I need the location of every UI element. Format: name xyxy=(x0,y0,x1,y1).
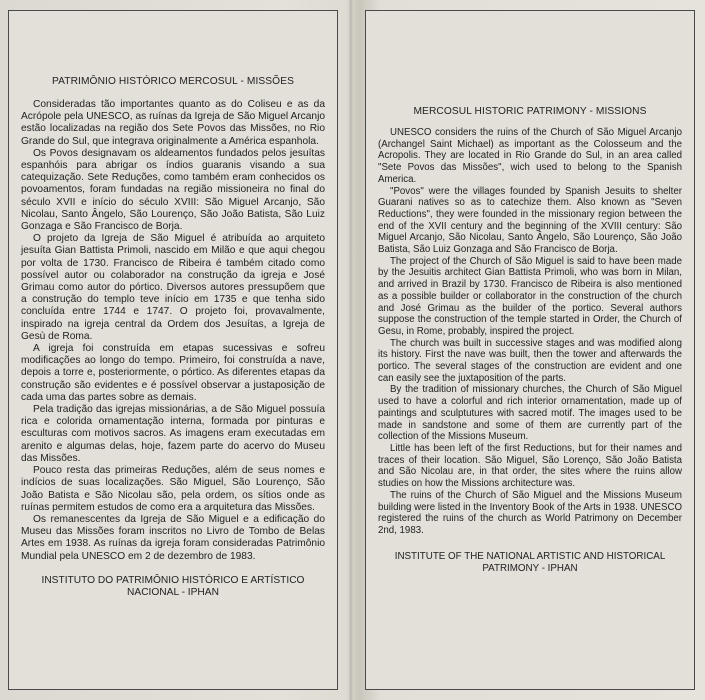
english-paragraph: The church was built in successive stages and was modified along its history. First the nave was built, then the tower and afterwards the portico. The several stages of the construction are evident and one can easily see the juxtaposition of the parts. xyxy=(378,337,682,384)
portuguese-paragraph: Os remanescentes da Igreja de São Miguel e a edificação do Museu das Missões foram inscritos no Livro de Tombo de Belas Artes em 1938. As ruínas da igreja foram consideradas Patrimônio Mundial pela UNESCO em 2 de dezembro de 1983. xyxy=(21,513,325,562)
portuguese-panel xyxy=(8,10,338,690)
english-paragraph: By the tradition of missionary churches, the Church of São Miguel used to have a colorful and rich interior ornamentation, made up of paintings and sculptutures with sacred motif. The images used to be made in sandstone and some of them are currently part of the collection of the Missions Museum. xyxy=(378,384,682,443)
english-paragraph: Little has been left of the first Reductions, but for their names and traces of their location. São Miguel, São Lorenço, São João Batista and São Nicolau are, in that order, the sites where the ruins allow studies on how the Missions architecture was. xyxy=(378,442,682,490)
portuguese-paragraph: Consideradas tão importantes quanto as do Coliseu e as da Acrópole pela UNESCO, as ruínas da Igreja de São Miguel Arcanjo estão localizadas na região dos Sete Povos das Missões, no Rio Grande do Sul, que integrava originalmente a América espanhola. xyxy=(21,99,325,147)
page-fold xyxy=(349,0,353,700)
portuguese-signature: INSTITUTO DO PATRIMÔNIO HISTÓRICO E ARTÍSTICO NACIONAL - IPHAN xyxy=(41,574,305,599)
portuguese-paragraph: A igreja foi construída em etapas sucessivas e sofreu modificações ao longo do tempo. Primeiro, foi construída a nave, depois a torre e, posteriormente, o pórtico. As diferentes etapas da construção são evidentes e é possível observar a justaposição de cada uma das partes sobre as demais. xyxy=(21,343,325,403)
portuguese-paragraph: O projeto da Igreja de São Miguel é atribuída ao arquiteto jesuíta Gian Battista Primoli, nascido em Milão e que aqui chegou por volta de 1730. Francisco de Ribeira é também citado como possível autor ou colaborador na construção da igreja e José Grimau como autor do pórtico. Diversos autores pressupõem que a construção do templo teve início em 1735 e que tenha sido concluída entre 1744 e 1747. O projeto foi, provavalmente, inspirado na igreja central da Ordem dos Jesuítas, a Igreja de Gesù de Roma. xyxy=(21,233,325,342)
english-title: MERCOSUL HISTORIC PATRIMONY - MISSIONS xyxy=(413,106,647,117)
portuguese-paragraph: Pela tradição das igrejas missionárias, a de São Miguel possuía rica e colorida ornamentação interna, formada por pinturas e esculturas com motivos sacros. As imagens eram executadas em arenito e algumas delas, hoje, fazem parte do acervo do Museu das Missões. xyxy=(21,404,325,464)
english-signature: INSTITUTE OF THE NATIONAL ARTISTIC AND HISTORICAL PATRIMONY - IPHAN xyxy=(394,550,666,575)
portuguese-title: PATRIMÔNIO HISTÓRICO MERCOSUL - MISSÕES xyxy=(51,76,294,87)
english-paragraph: The project of the Church of São Miguel is said to have been made by the Jesuitis architect Gian Battista Primoli, who was born in Milan, and arrived in Brazil by 1730. Francisco de Ribeira is also mentioned as a possible builder or collaborator in the construction of the church and José Grimau as the builder of the portico. Several authors suppose the construction of the temple started in Order, the Church of Gesu, in Rome, probably, inspired the project. xyxy=(378,255,682,337)
english-panel xyxy=(365,10,695,690)
portuguese-body xyxy=(9,99,337,563)
english-paragraph: UNESCO considers the ruins of the Church of São Miguel Arcanjo (Archangel Saint Michael) as important as the Colosseum and the Acropolis. They are located in Rio Grande do Sul, in an area called "Sete Povos das Missões", wich used to belong to the Spanish America. xyxy=(378,127,682,185)
portuguese-paragraph: Os Povos designavam os aldeamentos fundados pelos jesuítas espanhóis para abrigar os índios guaranis visando a sua catequização. Sete Reduções, como também eram conhecidos os povoamentos, foram fundadas na região missioneira no final do século XVII e início do século XVIII: São Miguel Arcanjo, São Nicolau, Santo Ângelo, São Lourenço, São João Batista, São Luiz Gonzaga e São Francisco de Borja. xyxy=(21,147,325,233)
english-paragraph: "Povos" were the villages founded by Spanish Jesuits to shelter Guarani natives so as to catechize them. Also known as "Seven Reductions", they were founded in the missionary region between the end of the XVII century and the beginning of the XVIII century: São Miguel Arcanjo, São Nicolau, Santo Ângelo, São Lourenço, São João Batista, São Luiz Gonzaga and São Francisco de Borja. xyxy=(378,185,682,256)
english-paragraph: The ruins of the Church of São Miguel and the Missions Museum building were listed in the Inventory Book of the Arts in 1938. UNESCO registered the ruins of the church as World Patrimony on December 2nd, 1983. xyxy=(378,489,682,536)
portuguese-paragraph: Pouco resta das primeiras Reduções, além de seus nomes e indícios de suas localizações. São Miguel, São Lourenço, São João Batista e São Nicolau são, pela ordem, os sítios onde as ruínas permitem estudos de como era a arquitetura das Missões. xyxy=(21,465,325,513)
english-body xyxy=(366,127,694,537)
